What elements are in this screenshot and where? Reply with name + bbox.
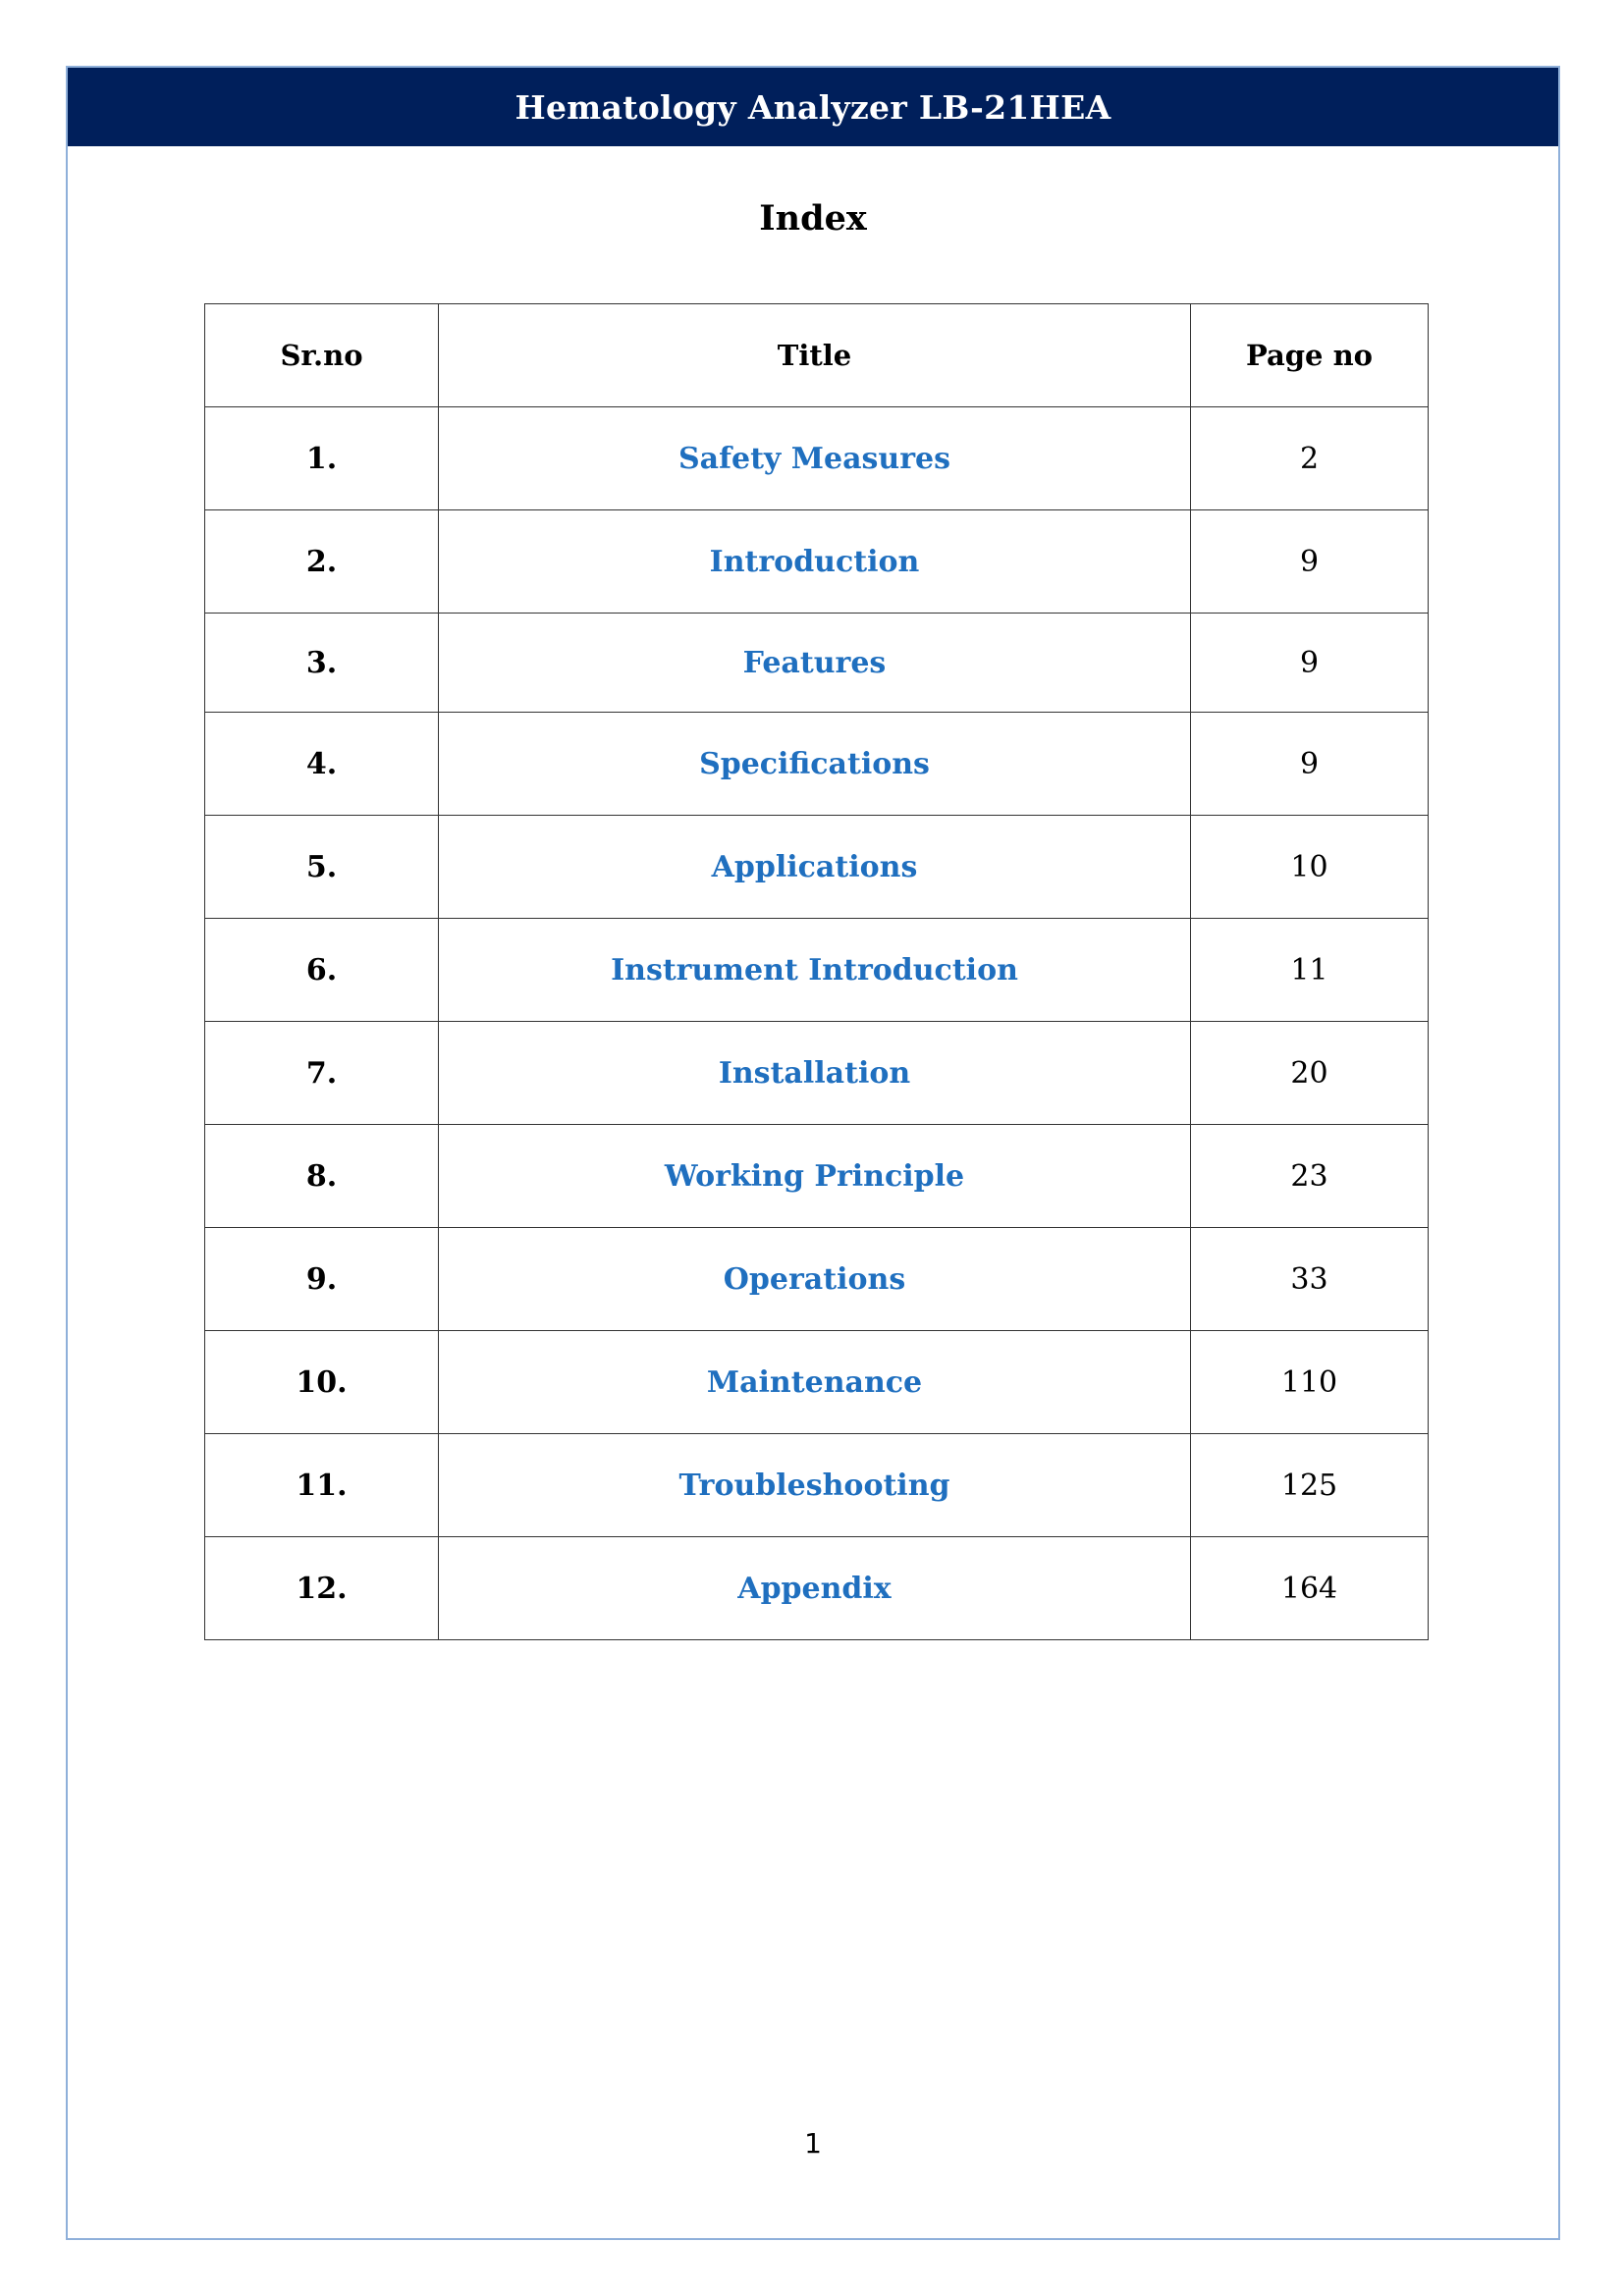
page-number: 1 bbox=[804, 2127, 822, 2160]
toc-link-troubleshooting[interactable]: Troubleshooting bbox=[678, 1468, 950, 1503]
row-sr-no: 12. bbox=[205, 1537, 439, 1640]
row-sr-no: 5. bbox=[205, 816, 439, 919]
table-row bbox=[205, 713, 1429, 816]
toc-link-appendix[interactable]: Appendix bbox=[737, 1571, 892, 1606]
row-title-cell bbox=[439, 1228, 1191, 1331]
row-page-no: 110 bbox=[1191, 1331, 1429, 1434]
row-title-cell bbox=[439, 1331, 1191, 1434]
row-page-no: 10 bbox=[1191, 816, 1429, 919]
row-title-cell bbox=[439, 1434, 1191, 1537]
document-header bbox=[68, 68, 1558, 146]
row-page-no: 11 bbox=[1191, 919, 1429, 1022]
page-frame bbox=[66, 66, 1560, 2240]
row-page-no: 9 bbox=[1191, 614, 1429, 713]
row-page-no: 9 bbox=[1191, 713, 1429, 816]
toc-link-maintenance[interactable]: Maintenance bbox=[706, 1364, 923, 1400]
table-row bbox=[205, 1434, 1429, 1537]
toc-link-specifications[interactable]: Specifications bbox=[699, 746, 930, 781]
table-row bbox=[205, 1022, 1429, 1125]
table-of-contents bbox=[204, 303, 1429, 1640]
column-header-title: Title bbox=[439, 304, 1191, 407]
row-page-no: 2 bbox=[1191, 407, 1429, 510]
table-header-row bbox=[205, 304, 1429, 407]
toc-link-safety-measures[interactable]: Safety Measures bbox=[677, 441, 951, 476]
row-page-no: 9 bbox=[1191, 510, 1429, 614]
column-header-page-no: Page no bbox=[1191, 304, 1429, 407]
table-row bbox=[205, 816, 1429, 919]
toc-link-installation[interactable]: Installation bbox=[718, 1055, 911, 1091]
row-page-no: 20 bbox=[1191, 1022, 1429, 1125]
row-title-cell bbox=[439, 510, 1191, 614]
row-title-cell bbox=[439, 614, 1191, 713]
row-sr-no: 3. bbox=[205, 614, 439, 713]
row-sr-no: 7. bbox=[205, 1022, 439, 1125]
table-row bbox=[205, 614, 1429, 713]
table-row bbox=[205, 1331, 1429, 1434]
toc-link-applications[interactable]: Applications bbox=[711, 849, 918, 884]
row-sr-no: 8. bbox=[205, 1125, 439, 1228]
index-heading: Index bbox=[759, 198, 867, 239]
row-title-cell bbox=[439, 1022, 1191, 1125]
row-sr-no: 10. bbox=[205, 1331, 439, 1434]
row-page-no: 23 bbox=[1191, 1125, 1429, 1228]
document-title: Hematology Analyzer LB-21HEA bbox=[514, 87, 1111, 127]
table-row bbox=[205, 510, 1429, 614]
toc-link-introduction[interactable]: Introduction bbox=[709, 544, 920, 579]
row-sr-no: 1. bbox=[205, 407, 439, 510]
row-title-cell bbox=[439, 919, 1191, 1022]
toc-link-working-principle[interactable]: Working Principle bbox=[664, 1158, 965, 1194]
toc-link-operations[interactable]: Operations bbox=[723, 1261, 906, 1297]
table-row bbox=[205, 919, 1429, 1022]
row-sr-no: 6. bbox=[205, 919, 439, 1022]
row-sr-no: 2. bbox=[205, 510, 439, 614]
row-title-cell bbox=[439, 816, 1191, 919]
row-title-cell bbox=[439, 1537, 1191, 1640]
row-page-no: 164 bbox=[1191, 1537, 1429, 1640]
toc-link-features[interactable]: Features bbox=[742, 645, 887, 680]
row-page-no: 33 bbox=[1191, 1228, 1429, 1331]
row-sr-no: 4. bbox=[205, 713, 439, 816]
table-row bbox=[205, 407, 1429, 510]
column-header-sr-no: Sr.no bbox=[205, 304, 439, 407]
row-sr-no: 11. bbox=[205, 1434, 439, 1537]
toc-link-instrument-introduction[interactable]: Instrument Introduction bbox=[611, 952, 1018, 988]
table-row bbox=[205, 1228, 1429, 1331]
row-sr-no: 9. bbox=[205, 1228, 439, 1331]
table-row bbox=[205, 1125, 1429, 1228]
row-title-cell bbox=[439, 1125, 1191, 1228]
row-title-cell bbox=[439, 713, 1191, 816]
table-row bbox=[205, 1537, 1429, 1640]
row-page-no: 125 bbox=[1191, 1434, 1429, 1537]
row-title-cell bbox=[439, 407, 1191, 510]
